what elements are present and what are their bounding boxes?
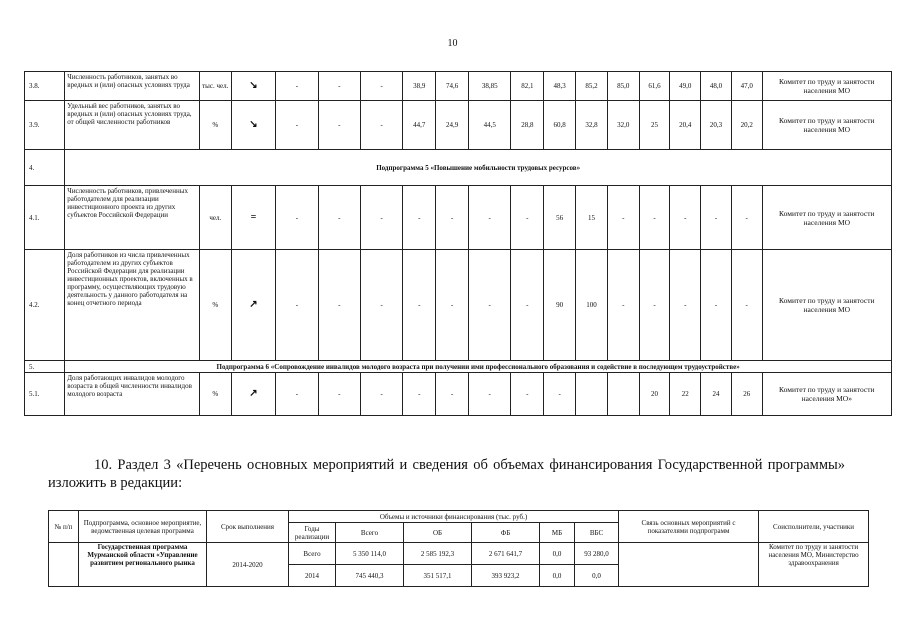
col-exec-header: Соисполнители, участники (759, 511, 869, 543)
value-cell: - (276, 72, 318, 101)
value-cell: - (318, 72, 360, 101)
col-fb-header: ФБ (472, 523, 540, 543)
row-vbs-cell: 0,0 (575, 565, 619, 587)
value-cell: - (607, 250, 639, 361)
unit-cell: % (199, 250, 231, 361)
row-fb-cell: 393 923,2 (472, 565, 540, 587)
value-cell: 82,1 (511, 72, 544, 101)
value-cell: - (701, 186, 732, 250)
value-cell: - (318, 186, 360, 250)
value-cell: 85,0 (607, 72, 639, 101)
value-cell: 90 (544, 250, 576, 361)
value-cell: - (731, 250, 762, 361)
paragraph-text: 10. Раздел 3 «Перечень основных мероприятий и сведения об объемах финансирования Государственной программы» изложить в редакции: (48, 457, 845, 491)
responsible-cell: Комитет по труду и занятости населения МО (762, 250, 891, 361)
value-cell: - (639, 186, 670, 250)
indicator-name: Численность работников, занятых во вредных и (или) опасных условиях труда (65, 72, 200, 101)
value-cell: - (360, 373, 402, 416)
row-vbs-cell: 93 280,0 (575, 543, 619, 565)
trend-down-icon (231, 101, 276, 150)
responsible-cell: Комитет по труду и занятости населения МО (762, 72, 891, 101)
value-cell: 25 (639, 101, 670, 150)
row-number: 5. (25, 361, 65, 373)
value-cell: - (276, 101, 318, 150)
row-ob-cell: 2 585 192,3 (404, 543, 472, 565)
value-cell: 44,5 (469, 101, 511, 150)
row-number: 5.1. (25, 373, 65, 416)
value-cell: 20,2 (731, 101, 762, 150)
subprogram-title: Подпрограмма 5 «Повышение мобильности трудовых ресурсов» (65, 150, 892, 186)
indicator-row (25, 250, 892, 361)
value-cell: 61,6 (639, 72, 670, 101)
row-number: 3.9. (25, 101, 65, 150)
value-cell: - (360, 250, 402, 361)
program-name-cell: Государственная программа Мурманской области «Управление развитием регионального рынка (79, 543, 207, 587)
value-cell: - (318, 373, 360, 416)
indicator-name: Удельный вес работников, занятых во вредных и (или) опасных условиях труда, от общей численности работников (65, 101, 200, 150)
value-cell: - (670, 250, 701, 361)
col-total-header: Всего (336, 523, 404, 543)
value-cell: 24,9 (436, 101, 469, 150)
value-cell: - (639, 250, 670, 361)
value-cell: 26 (731, 373, 762, 416)
value-cell: - (731, 186, 762, 250)
value-cell: 47,0 (731, 72, 762, 101)
indicators-table (24, 71, 892, 416)
col-name-header: Подпрограмма, основное мероприятие, ведомственная целевая программа (79, 511, 207, 543)
program-executors-cell: Комитет по труду и занятости населения МО, Министерство здравоохранения (759, 543, 869, 587)
indicator-name: Доля работников из числа привлеченных работодателем из других субъектов Российской Федерации для реализации инвестиционных проектов, включенных в программу, осуществляющих трудовую деятельность у данного работодателя на конец отчетного периода (65, 250, 200, 361)
indicator-row (25, 373, 892, 416)
value-cell: 20,4 (670, 101, 701, 150)
indicator-name: Численность работников, привлеченных работодателем для реализации инвестиционного проекта из других субъектов Российской Федерации (65, 186, 200, 250)
indicator-row (25, 101, 892, 150)
value-cell: 56 (544, 186, 576, 250)
value-cell: 15 (576, 186, 608, 250)
value-cell: - (511, 250, 544, 361)
value-cell: - (544, 373, 576, 416)
value-cell: - (360, 72, 402, 101)
subprogram-row (25, 361, 892, 373)
indicator-row (25, 186, 892, 250)
indicator-row (25, 72, 892, 101)
value-cell: 38,9 (403, 72, 436, 101)
value-cell: - (276, 373, 318, 416)
indicator-name: Доля работающих инвалидов молодого возраста в общей численности инвалидов молодого возраста (65, 373, 200, 416)
value-cell: - (436, 250, 469, 361)
row-total-cell: 5 350 114,0 (336, 543, 404, 565)
responsible-cell: Комитет по труду и занятости населения МО (762, 101, 891, 150)
row-number: 3.8. (25, 72, 65, 101)
value-cell: - (607, 186, 639, 250)
col-mb-header: МБ (540, 523, 575, 543)
program-term-cell: 2014-2020 (207, 543, 289, 587)
value-cell: - (469, 250, 511, 361)
value-cell (607, 373, 639, 416)
subprogram-row (25, 150, 892, 186)
value-cell: 32,8 (576, 101, 608, 150)
value-cell: 20 (639, 373, 670, 416)
unit-cell: % (199, 373, 231, 416)
trend-arrow-down-icon: ↘ (249, 80, 258, 91)
value-cell: - (276, 250, 318, 361)
value-cell: - (360, 101, 402, 150)
row-number: 4.1. (25, 186, 65, 250)
trend-arrow-up-icon: ↗ (249, 388, 258, 399)
col-num-header: № п/п (49, 511, 79, 543)
trend-arrow-up-icon: ↗ (249, 299, 258, 310)
col-term-header: Срок выполнения (207, 511, 289, 543)
value-cell: 28,8 (511, 101, 544, 150)
unit-cell: чел. (199, 186, 231, 250)
value-cell: - (469, 373, 511, 416)
value-cell: 24 (701, 373, 732, 416)
col-link-header: Связь основных мероприятий с показателями подпрограмм (619, 511, 759, 543)
row-mb-cell: 0,0 (540, 565, 575, 587)
value-cell: 38,85 (469, 72, 511, 101)
subprogram-title: Подпрограмма 6 «Сопровождение инвалидов молодого возраста при получении ими профессионального образования и содействие в последующем трудоустройстве» (65, 361, 892, 373)
responsible-cell: Комитет по труду и занятости населения МО» (762, 373, 891, 416)
trend-up-icon (231, 250, 276, 361)
value-cell: - (403, 186, 436, 250)
row-fb-cell: 2 671 641,7 (472, 543, 540, 565)
row-year-cell: 2014 (289, 565, 336, 587)
value-cell: 32,0 (607, 101, 639, 150)
row-mb-cell: 0,0 (540, 543, 575, 565)
col-years-header: Годы реализации (289, 523, 336, 543)
value-cell: 48,0 (701, 72, 732, 101)
value-cell: - (670, 186, 701, 250)
value-cell: - (469, 186, 511, 250)
program-num-cell (49, 543, 79, 587)
value-cell: 85,2 (576, 72, 608, 101)
value-cell: 22 (670, 373, 701, 416)
value-cell: 74,6 (436, 72, 469, 101)
row-total-cell: 745 440,3 (336, 565, 404, 587)
value-cell: - (276, 186, 318, 250)
value-cell: 60,8 (544, 101, 576, 150)
col-ob-header: ОБ (404, 523, 472, 543)
section-paragraph (48, 456, 845, 492)
program-link-cell (619, 543, 759, 587)
unit-cell: % (199, 101, 231, 150)
col-vbs-header: ВБС (575, 523, 619, 543)
value-cell: 100 (576, 250, 608, 361)
trend-up-icon (231, 373, 276, 416)
value-cell: - (436, 373, 469, 416)
value-cell: - (360, 186, 402, 250)
row-number: 4. (25, 150, 65, 186)
value-cell: - (511, 373, 544, 416)
value-cell: - (403, 250, 436, 361)
value-cell: - (701, 250, 732, 361)
row-number: 4.2. (25, 250, 65, 361)
col-funding-header: Объемы и источники финансирования (тыс. руб.) (289, 511, 619, 523)
trend-down-icon (231, 72, 276, 101)
value-cell (576, 373, 608, 416)
value-cell: 44,7 (403, 101, 436, 150)
responsible-cell: Комитет по труду и занятости населения МО (762, 186, 891, 250)
row-year-cell: Всего (289, 543, 336, 565)
value-cell: - (436, 186, 469, 250)
value-cell: 20,3 (701, 101, 732, 150)
value-cell: 48,3 (544, 72, 576, 101)
row-ob-cell: 351 517,1 (404, 565, 472, 587)
value-cell: 49,0 (670, 72, 701, 101)
measures-table (48, 510, 869, 587)
page-number: 10 (447, 38, 458, 49)
value-cell: - (318, 250, 360, 361)
unit-cell: тыс. чел. (199, 72, 231, 101)
trend-equal-icon: = (231, 186, 276, 250)
value-cell: - (511, 186, 544, 250)
value-cell: - (318, 101, 360, 150)
trend-arrow-down-icon: ↘ (249, 119, 258, 130)
value-cell: - (403, 373, 436, 416)
